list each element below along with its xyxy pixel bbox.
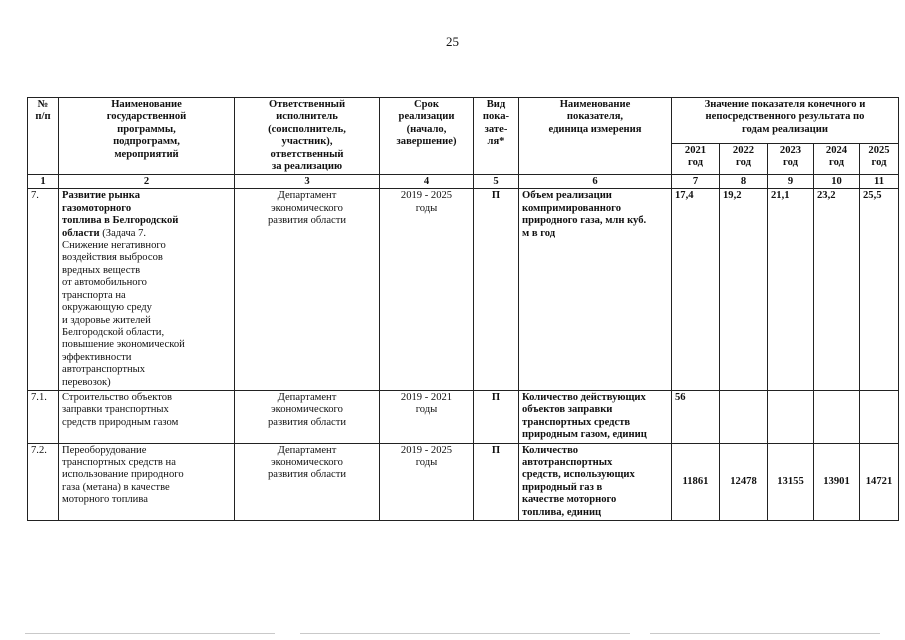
table-row (28, 390, 899, 443)
row-term: 2019 - 2025 годы (380, 443, 474, 520)
header-term: Срок реализации (начало, завершение) (380, 98, 474, 175)
row-value-2022: 19,2 (720, 189, 768, 391)
column-number: 8 (720, 175, 768, 189)
row-name: Переоборудование транспортных средств на использование природного газа (метана) в качестве моторного топлива (59, 443, 235, 520)
column-number: 7 (672, 175, 720, 189)
row-num: 7.1. (28, 390, 59, 443)
row-name-bold: Развитие рынка газомоторного топлива в Белгородской области (62, 190, 179, 239)
column-number: 10 (814, 175, 860, 189)
row-num: 7. (28, 189, 59, 391)
row-value-2021: 11861 (672, 443, 720, 520)
header-num: № п/п (28, 98, 59, 175)
column-number: 1 (28, 175, 59, 189)
row-value-2024: 13901 (814, 443, 860, 520)
row-term: 2019 - 2021 годы (380, 390, 474, 443)
row-value-2022: 12478 (720, 443, 768, 520)
row-value-2025: 25,5 (860, 189, 899, 391)
row-name: Строительство объектов заправки транспортных средств природным газом (59, 390, 235, 443)
header-name: Наименование государственной программы, подпрограмм, мероприятий (59, 98, 235, 175)
row-value-2023 (768, 390, 814, 443)
row-name (59, 189, 235, 391)
column-number: 2 (59, 175, 235, 189)
row-value-2025 (860, 390, 899, 443)
row-value-2024: 23,2 (814, 189, 860, 391)
column-number: 3 (235, 175, 380, 189)
table-row (28, 189, 899, 391)
page-number: 25 (446, 34, 459, 49)
row-indicator-type: П (474, 443, 519, 520)
row-indicator-name: Количество автотранспортных средств, использующих природный газ в качестве моторного топлива, единиц (519, 443, 672, 520)
row-value-2023: 13155 (768, 443, 814, 520)
row-executor: Департамент экономического развития области (235, 443, 380, 520)
row-value-2022 (720, 390, 768, 443)
header-values-group: Значение показателя конечного и непосредственного результата по годам реализации (672, 98, 899, 144)
row-num: 7.2. (28, 443, 59, 520)
scan-line-bottom-right (650, 633, 880, 634)
row-indicator-type: П (474, 189, 519, 391)
header-year-2024: 2024 год (814, 143, 860, 175)
row-name-rest: (Задача 7. Снижение негативного воздействия выбросов вредных веществ от автомобильного транспорта на окружающую среду и здоровье жителей Белгородской области, повышение экономической эффективности автотранспортных перевозок) (62, 227, 185, 388)
column-number: 9 (768, 175, 814, 189)
header-year-2023: 2023 год (768, 143, 814, 175)
header-year-2021: 2021 год (672, 143, 720, 175)
column-number: 6 (519, 175, 672, 189)
row-executor: Департамент экономического развития области (235, 189, 380, 391)
row-value-2021: 17,4 (672, 189, 720, 391)
header-indicator-type: Вид пока- зате- ля* (474, 98, 519, 175)
scan-line-bottom-left (25, 633, 275, 634)
indicators-table (27, 97, 899, 521)
column-numbers-row (28, 175, 899, 189)
row-term: 2019 - 2025 годы (380, 189, 474, 391)
row-value-2025: 14721 (860, 443, 899, 520)
header-row (28, 98, 899, 144)
header-indicator-name: Наименование показателя, единица измерения (519, 98, 672, 175)
column-number: 11 (860, 175, 899, 189)
row-indicator-name: Количество действующих объектов заправки транспортных средств природным газом, единиц (519, 390, 672, 443)
row-value-2021: 56 (672, 390, 720, 443)
header-executor: Ответственный исполнитель (соисполнитель, участник), ответственный за реализацию (235, 98, 380, 175)
row-value-2024 (814, 390, 860, 443)
table-row (28, 443, 899, 520)
column-number: 4 (380, 175, 474, 189)
row-indicator-name: Объем реализации компримированного природного газа, млн куб. м в год (519, 189, 672, 391)
row-indicator-type: П (474, 390, 519, 443)
header-year-2025: 2025 год (860, 143, 899, 175)
header-year-2022: 2022 год (720, 143, 768, 175)
column-number: 5 (474, 175, 519, 189)
scan-line-bottom-middle (300, 633, 630, 634)
row-value-2023: 21,1 (768, 189, 814, 391)
row-executor: Департамент экономического развития области (235, 390, 380, 443)
